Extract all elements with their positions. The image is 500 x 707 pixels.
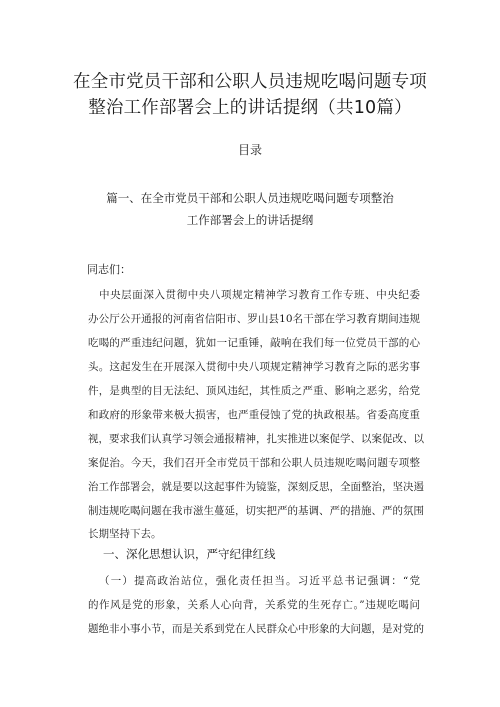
paragraph-line: 治工作部署会，就是要以这起事件为镜鉴，深刻反思，全面整治，坚决遏 [88,481,424,493]
greeting: 同志们： [87,263,131,276]
paragraph-line: 和政府的形象带来极大损害，也严重侵蚀了党的执政根基。省委高度重 [88,409,420,421]
toc-label: 目录 [237,143,262,157]
paragraph-line: 件，是典型的目无法纪、顶风违纪，其性质之严重、影响之恶劣，给党 [88,385,420,397]
section-heading-1: 一、深化思想认识，严守纪律红线 [103,547,276,561]
section-title-line-1: 篇一、在全市党员干部和公职人员违规吃喝问题专项整治 [106,191,394,205]
paragraph-line: 制违规吃喝问题在我市滋生蔓延，切实把严的基调、严的措施、严的氛围 [88,505,424,517]
paragraph-line: 吃喝的严重违纪问题，犹如一记重锤，敲响在我们每一位党员干部的心 [88,337,420,349]
document-title-line-2: 整治工作部署会上的讲话提纲（共10篇） [88,98,412,118]
paragraph-line: （一）提高政治站位，强化责任担当。习近平总书记强调：“党 [99,575,420,587]
document-title-line-1: 在全市党员干部和公职人员违规吃喝问题专项 [73,72,427,92]
paragraph-line: 的作风是党的形象，关系人心向背，关系党的生死存亡。”违规吃喝问 [88,599,420,611]
section-title-line-2: 工作部署会上的讲话提纲 [186,213,314,227]
paragraph-line: 案促治。今天，我们召开全市党员干部和公职人员违规吃喝问题专项整 [88,457,420,469]
paragraph-line: 中央层面深入贯彻中央八项规定精神学习教育工作专班、中央纪委 [99,289,420,301]
paragraph-line: 题绝非小事小节，而是关系到党在人民群众心中形象的大问题，是对党的 [88,623,424,635]
paragraph-line: 视，要求我们认真学习领会通报精神，扎实推进以案促学、以案促改、以 [88,433,424,445]
paragraph-line: 头。这起发生在开展深入贯彻中央八项规定精神学习教育之际的恶劣事 [88,361,420,373]
paragraph-line: 长期坚持下去。 [88,528,162,540]
paragraph-line: 办公厅公开通报的河南省信阳市、罗山县10名干部在学习教育期间违规 [88,313,420,325]
